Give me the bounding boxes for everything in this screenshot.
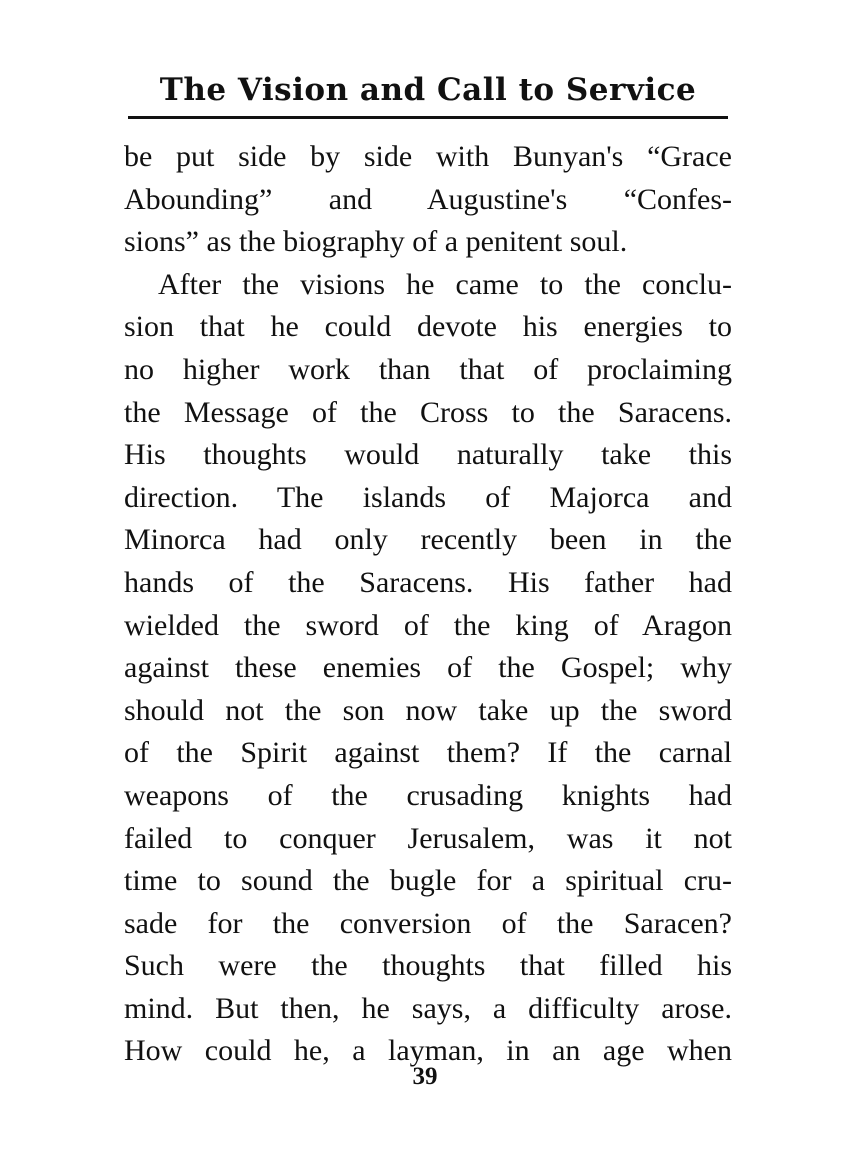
body-text: [124, 136, 732, 1073]
text-line: direction. The islands of Majorca and: [124, 480, 732, 514]
text-line: be put side by side with Bunyan's “Grace: [124, 140, 732, 173]
text-line: sions” as the biography of a penitent soul.: [124, 225, 628, 259]
text-line: hands of the Saracens. His father had: [124, 565, 732, 599]
text-line: Such were the thoughts that filled his: [124, 949, 732, 983]
text-line: of the Spirit against them? If the carnal: [124, 736, 732, 770]
text-line: mind. But then, he says, a difficulty arose.: [124, 991, 732, 1025]
text-line: failed to conquer Jerusalem, was it not: [124, 821, 732, 855]
text-line: Abounding” and Augustine's “Confes-: [124, 182, 732, 216]
text-line: weapons of the crusading knights had: [124, 778, 732, 812]
text-line: After the visions he came to the conclu-: [158, 267, 732, 301]
text-line: wielded the sword of the king of Aragon: [124, 608, 732, 642]
page-number: 39: [412, 1063, 438, 1090]
text-line: against these enemies of the Gospel; why: [124, 651, 732, 685]
text-line: Minorca had only recently been in the: [124, 523, 732, 557]
text-line: time to sound the bugle for a spiritual cru-: [124, 864, 732, 898]
text-line: sion that he could devote his energies to: [124, 310, 732, 344]
running-head: The Vision and Call to Service: [159, 72, 697, 108]
text-line: How could he, a layman, in an age when: [124, 1034, 732, 1068]
text-line: the Message of the Cross to the Saracens.: [124, 395, 732, 429]
text-line: His thoughts would naturally take this: [124, 438, 732, 472]
header-rule: [128, 116, 728, 119]
text-line: sade for the conversion of the Saracen?: [124, 906, 732, 940]
text-line: should not the son now take up the sword: [124, 693, 732, 727]
text-line: no higher work than that of proclaiming: [124, 352, 732, 386]
